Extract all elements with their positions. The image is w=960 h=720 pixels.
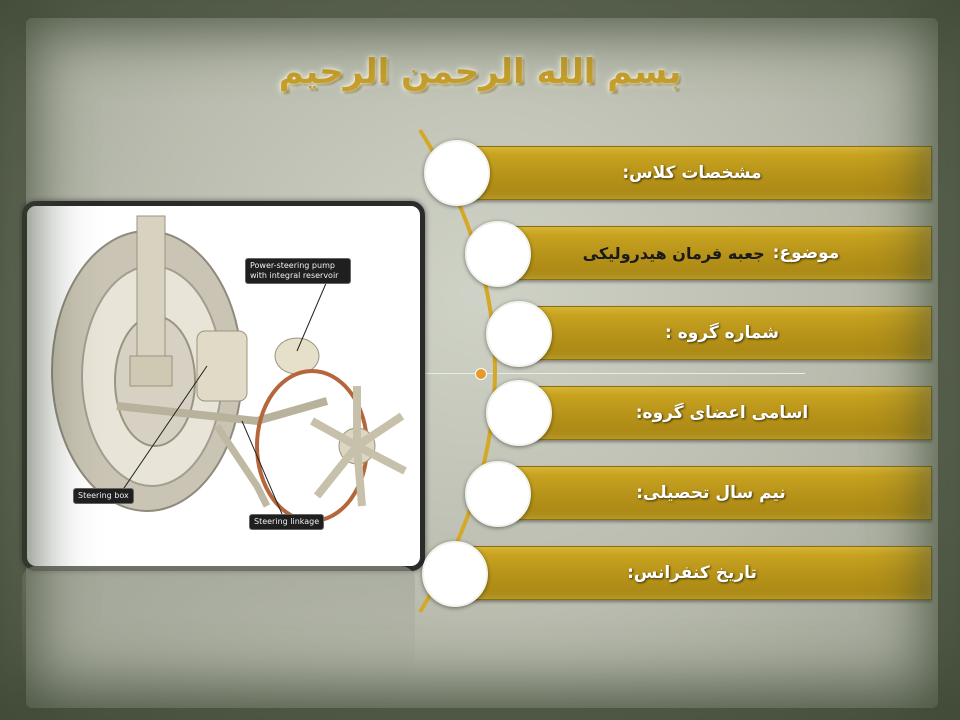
item-bar-class-details bbox=[452, 146, 932, 200]
item-bar-group-members bbox=[512, 386, 932, 440]
item-label: مشخصات کلاس: bbox=[622, 163, 762, 183]
item-value: جعبه فرمان هیدرولیکی bbox=[582, 243, 765, 263]
bullet-circle bbox=[465, 221, 531, 287]
item-label: موضوع: bbox=[772, 243, 840, 263]
item-label: تاریخ کنفرانس: bbox=[627, 563, 757, 583]
item-bar-topic bbox=[490, 226, 932, 280]
bullet-circle bbox=[486, 301, 552, 367]
bullet-circle bbox=[424, 140, 490, 206]
item-bar-group-number bbox=[512, 306, 932, 360]
callout-steering-box: Steering box bbox=[73, 488, 134, 504]
item-label: نیم سال تحصیلی: bbox=[636, 483, 786, 503]
item-label: شماره گروه : bbox=[664, 323, 780, 343]
callout-pump: Power-steering pump with integral reservoir bbox=[245, 258, 351, 284]
item-bar-conference-date bbox=[452, 546, 932, 600]
slide-title: بسم الله الرحمن الرحیم bbox=[278, 52, 682, 92]
callout-steering-linkage: Steering linkage bbox=[249, 514, 324, 530]
item-bar-semester bbox=[490, 466, 932, 520]
image-reflection bbox=[22, 566, 415, 686]
bullet-circle bbox=[422, 541, 488, 607]
bullet-circle bbox=[465, 461, 531, 527]
item-label: اسامی اعضای گروه: bbox=[635, 403, 809, 423]
steering-diagram-image bbox=[22, 201, 425, 571]
bullet-circle bbox=[486, 380, 552, 446]
